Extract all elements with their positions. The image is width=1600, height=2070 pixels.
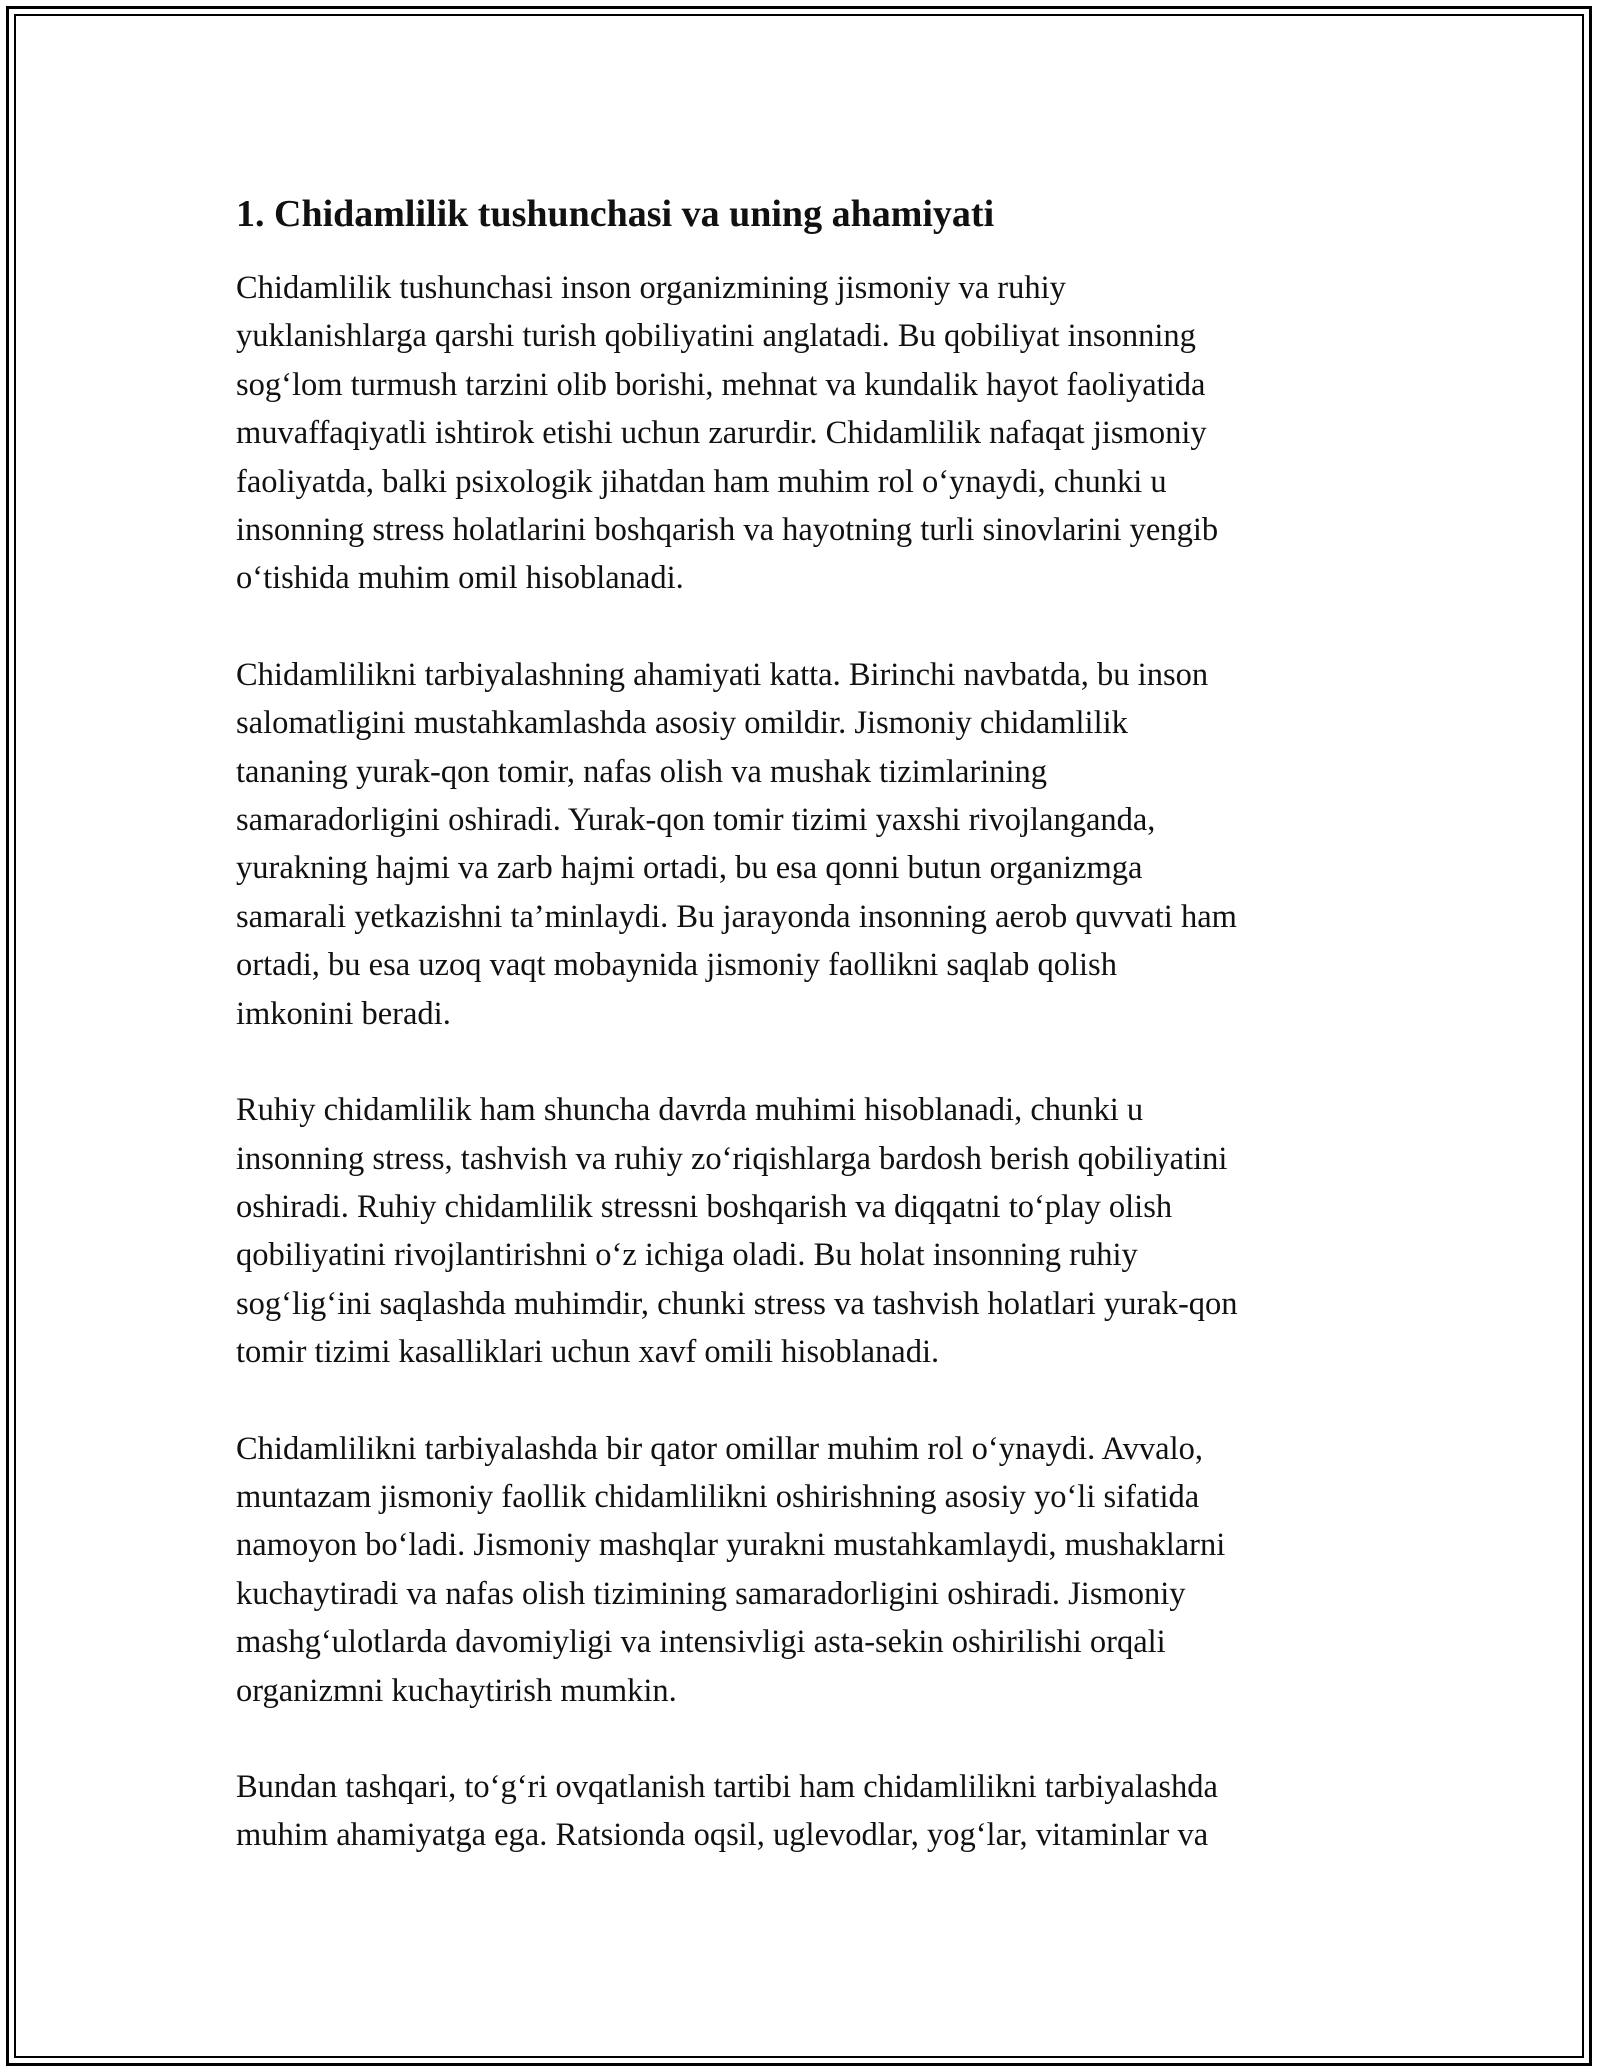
text-line: insonning stress, tashvish va ruhiy zo‘riqishlarga bardosh berish qobiliyatini	[236, 1140, 1228, 1177]
paragraph-2	[236, 651, 1376, 1038]
text-line: Ruhiy chidamlilik ham shuncha davrda muhimi hisoblanadi, chunki u	[236, 1092, 1144, 1129]
section-heading: 1. Chidamlilik tushunchasi va uning ahamiyati	[236, 193, 995, 235]
text-line: muvaffaqiyatli ishtirok etishi uchun zarurdir. Chidamlilik nafaqat jismoniy	[236, 415, 1207, 452]
text-line: namoyon bo‘ladi. Jismoniy mashqlar yurakni mustahkamlaydi, mushaklarni	[236, 1527, 1226, 1564]
text-line: Chidamlilikni tarbiyalashning ahamiyati katta. Birinchi navbatda, bu inson	[236, 656, 1209, 693]
text-line: sog‘lig‘ini saqlashda muhimdir, chunki stress va tashvish holatlari yurak-qon	[236, 1285, 1238, 1322]
text-line: Chidamlilikni tarbiyalashda bir qator omillar muhim rol o‘ynaydi. Avvalo,	[236, 1430, 1204, 1467]
text-line: oshiradi. Ruhiy chidamlilik stressni boshqarish va diqqatni to‘play olish	[236, 1188, 1173, 1225]
paragraph-4	[236, 1425, 1376, 1715]
text-line: yuklanishlarga qarshi turish qobiliyatini anglatadi. Bu qobiliyat insonning	[236, 318, 1196, 355]
text-line: faoliyatda, balki psixologik jihatdan ham muhim rol o‘ynaydi, chunki u	[236, 463, 1167, 500]
text-line: sog‘lom turmush tarzini olib borishi, mehnat va kundalik hayot faoliyatida	[236, 366, 1206, 403]
text-line: tomir tizimi kasalliklari uchun xavf omili hisoblanadi.	[236, 1334, 940, 1371]
document-body	[236, 186, 1376, 1908]
text-line: insonning stress holatlarini boshqarish va hayotning turli sinovlarini yengib	[236, 512, 1219, 549]
paragraph-5	[236, 1763, 1376, 1860]
text-line: Chidamlilik tushunchasi inson organizmining jismoniy va ruhiy	[236, 270, 1066, 306]
text-line: kuchaytiradi va nafas olish tizimining samaradorligini oshiradi. Jismoniy	[236, 1575, 1186, 1612]
text-line: ortadi, bu esa uzoq vaqt mobaynida jismoniy faollikni saqlab qolish	[236, 947, 1117, 984]
text-line: samaradorligini oshiradi. Yurak-qon tomir tizimi yaxshi rivojlanganda,	[236, 802, 1156, 839]
text-line: organizmni kuchaytirish mumkin.	[236, 1672, 677, 1709]
text-line: mashg‘ulotlarda davomiyligi va intensivligi asta-sekin oshirilishi orqali	[236, 1624, 1166, 1661]
text-line: Bundan tashqari, to‘g‘ri ovqatlanish tartibi ham chidamlilikni tarbiyalashda	[236, 1768, 1218, 1805]
text-line: yurakning hajmi va zarb hajmi ortadi, bu esa qonni butun organizmga	[236, 850, 1143, 887]
paragraph-3	[236, 1086, 1376, 1376]
text-line: imkonini beradi.	[236, 995, 451, 1032]
text-line: qobiliyatini rivojlantirishni o‘z ichiga oladi. Bu holat insonning ruhiy	[236, 1237, 1138, 1274]
text-line: muntazam jismoniy faollik chidamlilikni oshirishning asosiy yo‘li sifatida	[236, 1478, 1200, 1515]
text-line: salomatligini mustahkamlashda asosiy omildir. Jismoniy chidamlilik	[236, 705, 1128, 742]
text-line: o‘tishida muhim omil hisoblanadi.	[236, 560, 684, 597]
text-line: muhim ahamiyatga ega. Ratsionda oqsil, uglevodlar, yog‘lar, vitaminlar va	[236, 1817, 1209, 1854]
paragraph-1	[236, 264, 1376, 603]
text-line: samarali yetkazishni ta’minlaydi. Bu jarayonda insonning aerob quvvati ham	[236, 898, 1237, 935]
text-line: tananing yurak-qon tomir, nafas olish va mushak tizimlarining	[236, 753, 1048, 790]
